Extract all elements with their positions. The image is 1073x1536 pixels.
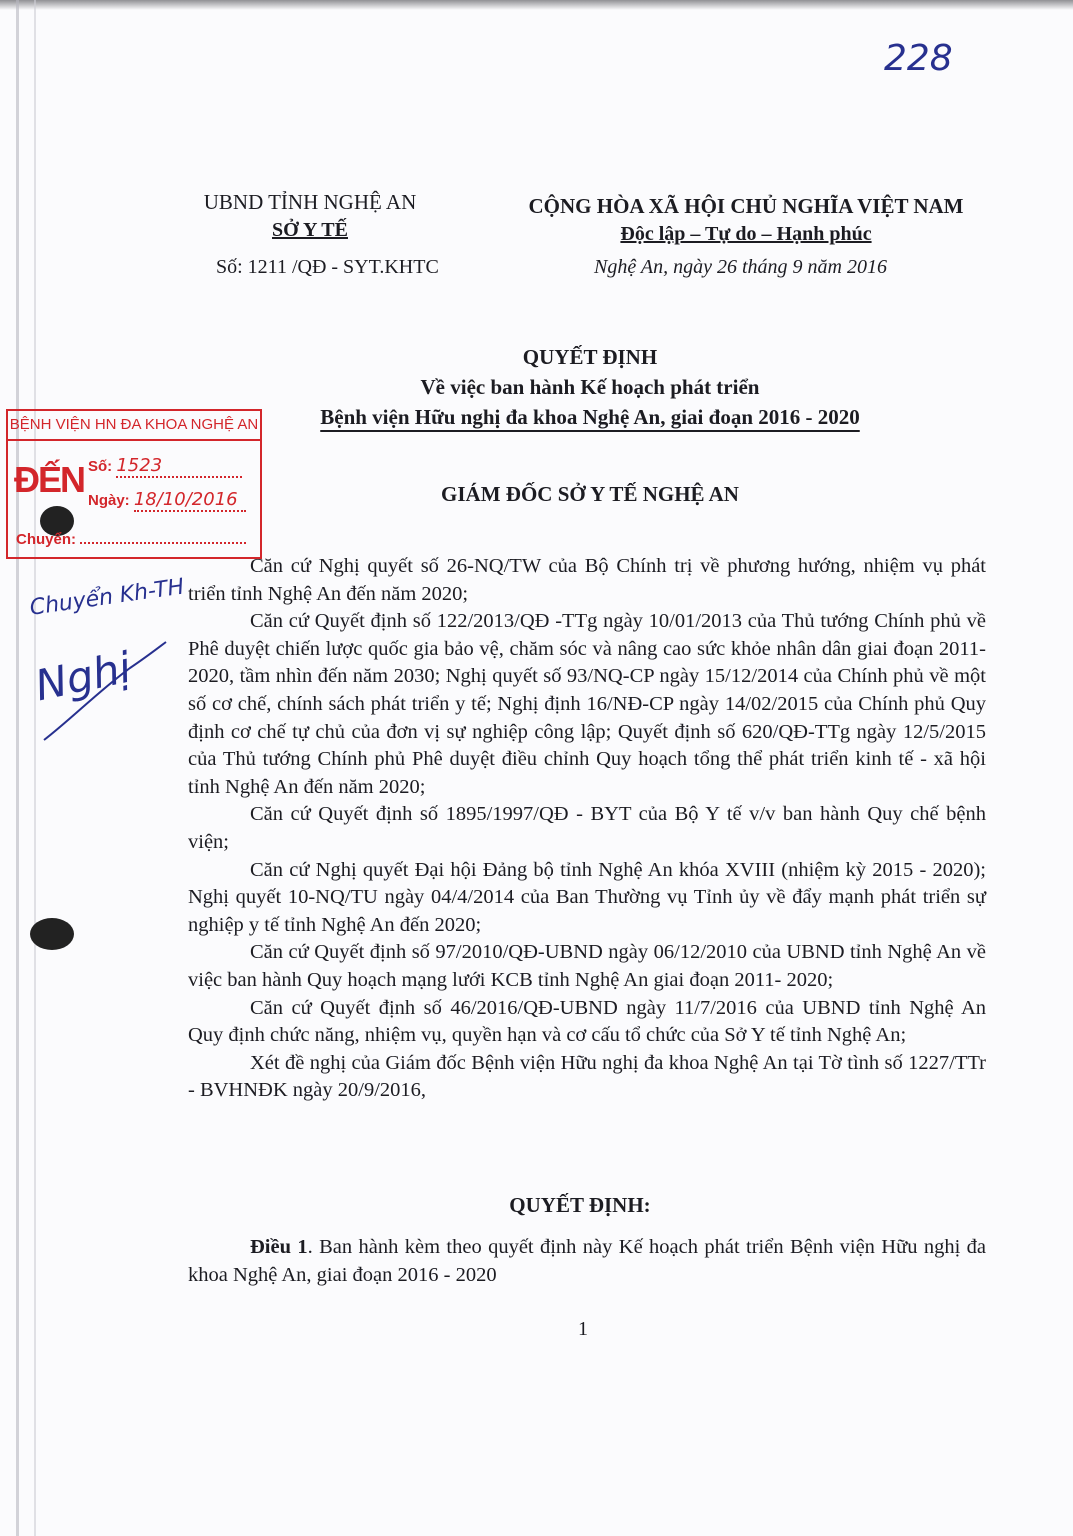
national-motto: Độc lập – Tự do – Hạnh phúc — [620, 223, 872, 245]
scan-fold-line — [34, 0, 36, 1536]
stamp-chuyen-label: Chuyển: — [16, 531, 76, 548]
received-stamp — [6, 409, 262, 559]
document-number: Số: 1211 /QĐ - SYT.KHTC — [216, 256, 439, 278]
scan-top-edge — [0, 0, 1073, 10]
place-date: Nghệ An, ngày 26 tháng 9 năm 2016 — [594, 256, 887, 278]
header-left — [180, 188, 440, 244]
stamp-so-value: 1523 — [116, 455, 163, 476]
margin-note-signature: Nghị — [30, 642, 136, 711]
scan-left-edge — [16, 0, 19, 1536]
stamp-ngay-row — [88, 489, 246, 512]
paragraph-4: Căn cứ Nghị quyết Đại hội Đảng bộ tỉnh Nghệ An khóa XVIII (nhiệm kỳ 2015 - 2020); Nghị quyết 10-NQ/TU ngày 04/4/2014 của Ban Thường vụ Tỉnh ủy về đẩy mạnh phát triển sự nghiệp y tế tỉnh Nghệ An đến 2020; — [188, 858, 986, 936]
decision-heading: QUYẾT ĐỊNH: — [509, 1193, 651, 1217]
paragraph-6: Căn cứ Quyết định số 46/2016/QĐ-UBND ngày 11/7/2016 của UBND tỉnh Nghệ An Quy định chức năng, nhiệm vụ, quyền hạn và cơ cấu tổ chức của Sở Y tế tỉnh Nghệ An; — [188, 996, 986, 1047]
signature-stroke — [40, 640, 170, 750]
article-1-label: Điều 1 — [250, 1236, 308, 1258]
page-number: 1 — [578, 1318, 588, 1340]
article-1-text: . Ban hành kèm theo quyết định này Kế hoạch phát triển Bệnh viện Hữu nghị đa khoa Nghệ An, giai đoạn 2016 - 2020 — [188, 1236, 986, 1286]
title-heading: QUYẾT ĐỊNH — [522, 345, 658, 369]
stamp-so-row — [88, 455, 242, 478]
stamp-chuyen-row — [16, 531, 246, 548]
paragraph-2: Căn cứ Quyết định số 122/2013/QĐ -TTg ngày 10/01/2013 của Thủ tướng Chính phủ về Phê duyệt chiến lược quốc gia bảo vệ, chăm sóc và nâng cao sức khỏe nhân dân giai đoạn 2011-2020, tầm nhìn đến năm 2030; Nghị quyết số 93/NQ-CP ngày 15/12/2014 của Chính phủ về một số cơ chế, chính sách phát triển y tế; Nghị định 16/NĐ-CP ngày 14/02/2015 của Chính phủ Quy định cơ chế tự chủ của đơn vị sự nghiệp công lập; Quyết định số 620/QĐ-TTg ngày 12/5/2015 của Thủ tướng Chính phủ Phê duyệt điều chỉnh Quy hoạch tổng thể phát triển kinh tế - xã hội tỉnh Nghệ An đến năm 2020; — [188, 610, 986, 798]
agency-name: UBND TỈNH NGHỆ AN — [203, 190, 417, 214]
title-block — [200, 342, 980, 432]
punch-hole-bottom — [30, 918, 74, 950]
article-1-paragraph — [188, 1234, 986, 1289]
stamp-ngay-label: Ngày: — [88, 492, 130, 509]
stamp-ngay-value: 18/10/2016 — [133, 489, 238, 510]
paragraph-5: Căn cứ Quyết định số 97/2010/QĐ-UBND ngày 06/12/2010 của UBND tỉnh Nghệ An về việc ban hành Quy hoạch mạng lưới KCB tỉnh Nghệ An giai đoạn 2011- 2020; — [188, 941, 986, 991]
country-name: CỘNG HÒA XÃ HỘI CHỦ NGHĨA VIỆT NAM — [528, 194, 964, 218]
stamp-chuyen-dots — [80, 542, 246, 544]
margin-note-transfer: Chuyển Kh-TH — [28, 574, 186, 621]
title-line-1: Về việc ban hành Kế hoạch phát triển — [420, 375, 760, 399]
body-text — [188, 553, 986, 1105]
paragraph-7: Xét đề nghị của Giám đốc Bệnh viện Hữu nghị đa khoa Nghệ An tại Tờ tình số 1227/TTr - BVHNĐK ngày 20/9/2016, — [188, 1051, 986, 1102]
stamp-ngay-dots — [134, 489, 246, 512]
header-right — [496, 192, 996, 248]
stamp-den: ĐẾN — [14, 459, 85, 500]
department-name: SỞ Y TẾ — [272, 219, 348, 241]
paragraph-3: Căn cứ Quyết định số 1895/1997/QĐ - BYT của Bộ Y tế v/v ban hành Quy chế bệnh viện; — [188, 803, 986, 853]
stamp-hospital-name: BỆNH VIỆN HN ĐA KHOA NGHỆ AN — [8, 411, 260, 441]
handwritten-page-number: 228 — [884, 38, 953, 79]
stamp-so-dots — [116, 455, 242, 478]
stamp-so-label: Số: — [88, 458, 113, 475]
paragraph-1: Căn cứ Nghị quyết số 26-NQ/TW của Bộ Chính trị về phương hướng, nhiệm vụ phát triển tỉnh Nghệ An đến năm 2020; — [188, 555, 986, 605]
article-1 — [188, 1234, 986, 1289]
issuing-authority: GIÁM ĐỐC SỞ Y TẾ NGHỆ AN — [441, 482, 739, 506]
title-line-2: Bệnh viện Hữu nghị đa khoa Nghệ An, giai đoạn 2016 - 2020 — [320, 405, 860, 429]
